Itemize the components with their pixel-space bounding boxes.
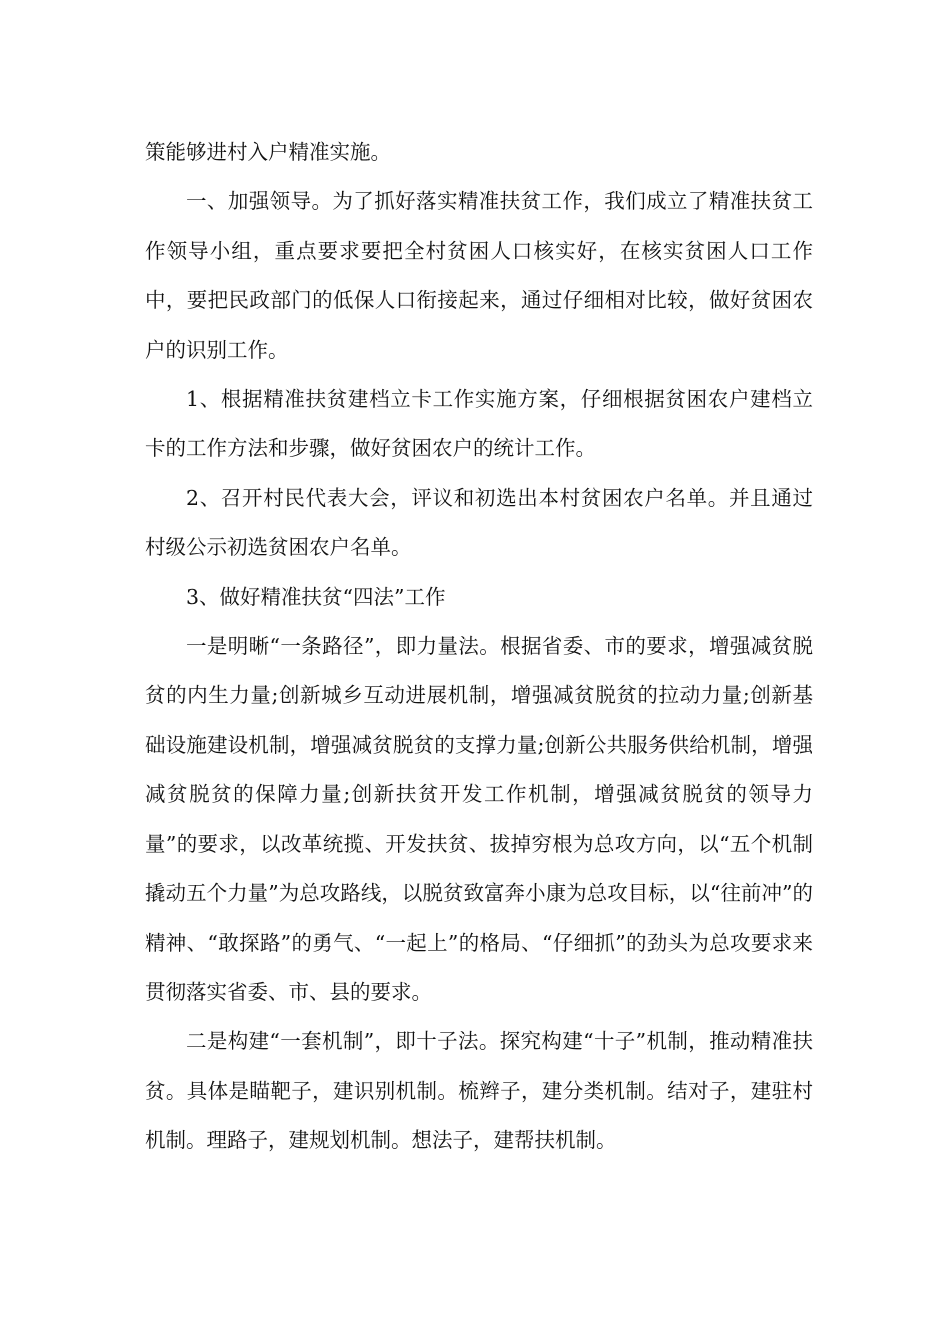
- paragraph-item-1: 1、根据精准扶贫建档立卡工作实施方案，仔细根据贫困农户建档立卡的工作方法和步骤，做好贫困农户的统计工作。: [145, 387, 813, 461]
- paragraph-item-2: 2、召开村民代表大会，评议和初选出本村贫困农户名单。并且通过村级公示初选贫困农户名单。: [145, 485, 813, 560]
- paragraph-one-mechanism: 二是构建“一套机制”，即十子法。探究构建“十子”机制，推动精准扶贫。具体是瞄靶子，建识别机制。梳辫子，建分类机制。结对子，建驻村机制。理路子，建规划机制。想法子，建帮扶机制。: [145, 1029, 813, 1153]
- document-body: [145, 128, 813, 1166]
- paragraph-continuation: 策能够进村入户精准实施。: [145, 140, 391, 164]
- paragraph-item-3: 3、做好精准扶贫“四法”工作: [186, 584, 446, 609]
- paragraph-one-path: 一是明晰“一条路径”，即力量法。根据省委、市的要求，增强减贫脱贫的内生力量;创新城乡互动进展机制，增强减贫脱贫的拉动力量;创新基础设施建设机制，增强减贫脱贫的支撑力量;创新公共服务供给机制，增强减贫脱贫的保障力量;创新扶贫开发工作机制，增强减贫脱贫的领导力量”的要求，以改革统揽、开发扶贫、拔掉穷根为总攻方向，以“五个机制撬动五个力量”为总攻路线，以脱贫致富奔小康为总攻目标，以“往前冲”的精神、“敢探路”的勇气、“一起上”的格局、“仔细抓”的劲头为总攻要求来贯彻落实省委、市、县的要求。: [145, 634, 813, 1004]
- paragraph-strengthen-leadership: 一、加强领导。为了抓好落实精准扶贫工作，我们成立了精准扶贫工作领导小组，重点要求要把全村贫困人口核实好，在核实贫困人口工作中，要把民政部门的低保人口衔接起来，通过仔细相对比较，做好贫困农户的识别工作。: [145, 189, 813, 362]
